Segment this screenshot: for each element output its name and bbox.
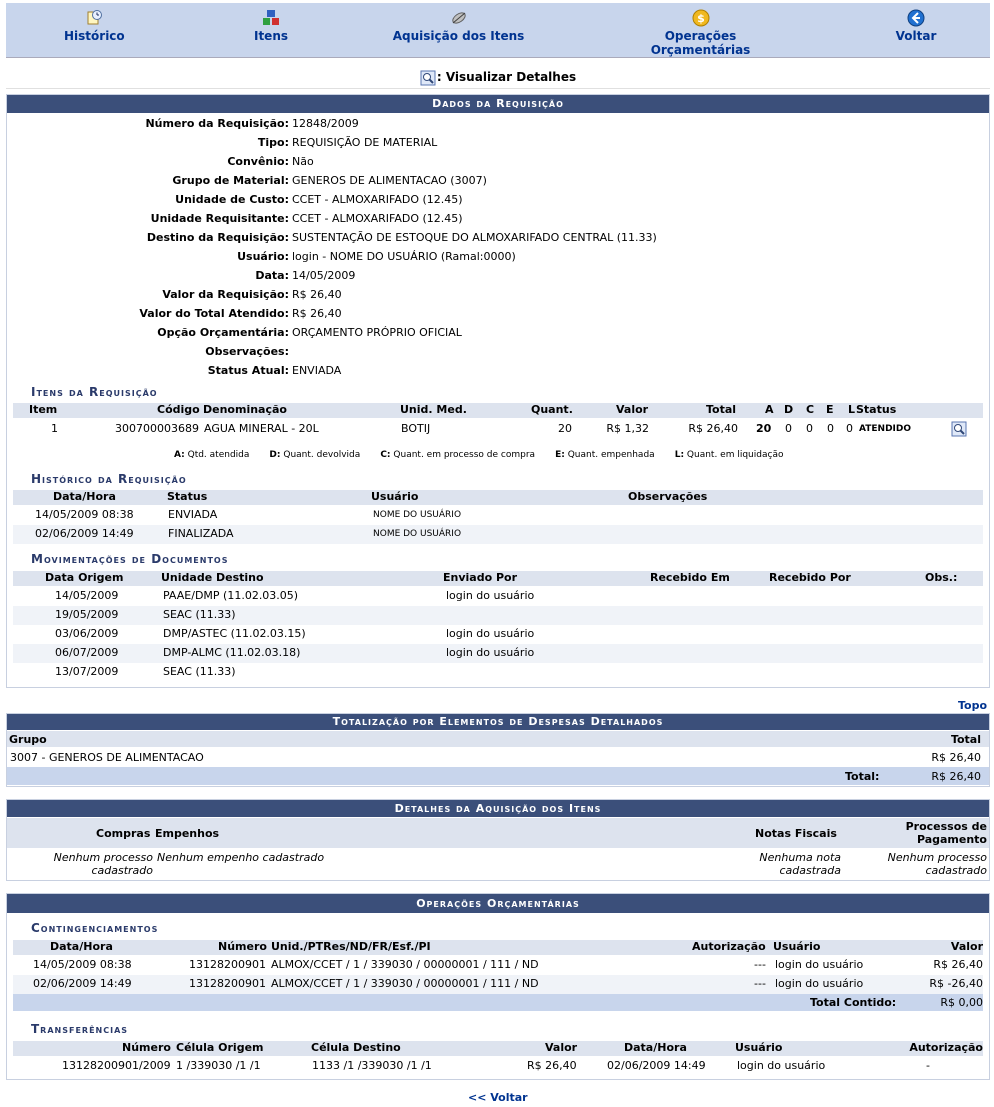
svg-text:$: $ bbox=[696, 12, 705, 25]
dados-caption: Dados da Requisição bbox=[7, 95, 989, 113]
dados-requisicao-panel bbox=[6, 94, 990, 688]
historico-title: Histórico da Requisição bbox=[31, 472, 187, 486]
field-label: Valor da Requisição: bbox=[162, 288, 289, 301]
field-value: REQUISIÇÃO DE MATERIAL bbox=[292, 136, 438, 149]
field-label: Usuário: bbox=[237, 250, 289, 263]
field-label: Tipo: bbox=[257, 136, 289, 149]
contingenciamentos-title: Contingenciamentos bbox=[31, 921, 159, 935]
voltar-link[interactable]: << Voltar bbox=[468, 1091, 528, 1104]
field-value: Não bbox=[292, 155, 314, 168]
field-label: Grupo de Material: bbox=[172, 174, 289, 187]
field-value: R$ 26,40 bbox=[292, 288, 342, 301]
magnifier-icon bbox=[420, 70, 436, 86]
aquisicao-header-row: Compras Empenhos Notas Fiscais Processos de Pagamento bbox=[7, 818, 989, 848]
field-value: ORÇAMENTO PRÓPRIO OFICIAL bbox=[292, 326, 462, 339]
acquisition-icon bbox=[450, 9, 468, 27]
contingenciamentos-total-row: Total Contido: R$ 0,00 bbox=[13, 994, 983, 1011]
field-label: Opção Orçamentária: bbox=[157, 326, 289, 339]
items-icon bbox=[262, 9, 280, 27]
field-label: Data: bbox=[255, 269, 289, 282]
field-value: 14/05/2009 bbox=[292, 269, 356, 282]
totalizacao-panel: Totalização por Elementos de Despesas Detalhados Grupo Total 3007 - GENEROS DE ALIMENTACAO R$ 26,40 Total: R$ 26,40 bbox=[6, 713, 990, 787]
table-row: 19/05/2009 SEAC (11.33) bbox=[13, 606, 983, 625]
table-row: 14/05/2009 PAAE/DMP (11.02.03.05) login do usuário bbox=[55, 589, 535, 602]
field-label: Status Atual: bbox=[207, 364, 289, 377]
operacoes-panel bbox=[6, 893, 990, 1080]
field-label: Valor do Total Atendido: bbox=[139, 307, 289, 320]
contingenciamentos-header-row: Data/Hora Número Unid./PTRes/ND/FR/Esf./PI Autorização Usuário Valor bbox=[13, 940, 983, 955]
table-row: 14/05/2009 08:38 13128200901 ALMOX/CCET / 1 / 339030 / 00000001 / 111 / ND --- login do usuário R$ 26,40 bbox=[33, 958, 983, 971]
field-label: Unidade Requisitante: bbox=[150, 212, 289, 225]
top-menu-bar bbox=[6, 3, 990, 58]
field-value: 12848/2009 bbox=[292, 117, 359, 130]
table-row: 02/06/2009 14:49 FINALIZADA NOME DO USUÁRIO bbox=[13, 525, 983, 544]
history-icon bbox=[85, 9, 103, 27]
operacoes-caption: Operações Orçamentárias bbox=[7, 894, 989, 913]
table-row: 13/07/2009 SEAC (11.33) bbox=[55, 665, 236, 678]
menu-itens[interactable]: Itens bbox=[246, 9, 296, 43]
movimentacoes-title: Movimentações de Documentos bbox=[31, 552, 229, 566]
itens-header-row: Item Código Denominação Unid. Med. Quant. Valor Total A D C E L Status bbox=[13, 403, 983, 418]
table-row: 03/06/2009 DMP/ASTEC (11.02.03.15) login do usuário bbox=[55, 627, 535, 640]
field-label: Destino da Requisição: bbox=[146, 231, 289, 244]
menu-aquisicao[interactable]: Aquisição dos Itens bbox=[391, 9, 526, 43]
topo-link[interactable]: Topo bbox=[958, 699, 988, 712]
menu-historico[interactable]: Histórico bbox=[64, 9, 124, 43]
aquisicao-panel: Detalhes da Aquisição dos Itens Compras Empenhos Notas Fiscais Processos de Pagamento Nenhum processo cadastrado Nenhum empenho cadastrado Nenhuma nota cadastrada Nenhum processo cadastrado bbox=[6, 799, 990, 881]
table-row: 13128200901/2009 1 /339030 /1 /1 1133 /1 /339030 /1 /1 R$ 26,40 02/06/2009 14:49 login do usuário - bbox=[62, 1059, 930, 1072]
historico-header-row: Data/Hora Status Usuário Observações bbox=[13, 490, 983, 505]
itens-legend: A: Qtd. atendida D: Quant. devolvida C: Quant. em processo de compra E: Quant. empenhada L: Quant. em liquidação bbox=[174, 450, 784, 460]
table-row: 06/07/2009 DMP-ALMC (11.02.03.18) login do usuário bbox=[13, 644, 983, 663]
field-label: Número da Requisição: bbox=[145, 117, 289, 130]
field-label: Convênio: bbox=[227, 155, 289, 168]
field-value: GENEROS DE ALIMENTACAO (3007) bbox=[292, 174, 487, 187]
movimentacoes-header-row: Data Origem Unidade Destino Enviado Por Recebido Em Recebido Por Obs.: bbox=[13, 571, 983, 586]
totalizacao-header-row: Grupo Total bbox=[7, 731, 989, 747]
menu-operacoes[interactable]: $ Operações Orçamentárias bbox=[613, 9, 788, 57]
itens-title: Itens da Requisição bbox=[31, 385, 158, 399]
table-row: 14/05/2009 08:38 ENVIADA NOME DO USUÁRIO bbox=[35, 508, 462, 521]
table-row: 1 300700003689 AGUA MINERAL - 20L BOTIJ 20 R$ 1,32 R$ 26,40 20 0 0 0 0 ATENDIDO bbox=[13, 419, 983, 443]
back-arrow-icon bbox=[907, 9, 925, 27]
view-item-magnifier-icon[interactable] bbox=[951, 421, 967, 437]
field-value: CCET - ALMOXARIFADO (12.45) bbox=[292, 193, 463, 206]
menu-voltar[interactable]: Voltar bbox=[891, 9, 941, 43]
transferencias-header-row: Número Célula Origem Célula Destino Valor Data/Hora Usuário Autorização bbox=[13, 1041, 983, 1056]
totalizacao-total-row: Total: R$ 26,40 bbox=[7, 767, 989, 785]
table-row: 02/06/2009 14:49 13128200901 ALMOX/CCET / 1 / 339030 / 00000001 / 111 / ND --- login do usuário R$ -26,40 bbox=[13, 975, 983, 994]
field-value: SUSTENTAÇÃO DE ESTOQUE DO ALMOXARIFADO CENTRAL (11.33) bbox=[292, 231, 657, 244]
aquisicao-caption: Detalhes da Aquisição dos Itens bbox=[7, 800, 989, 817]
status-badge: ATENDIDO bbox=[859, 424, 912, 434]
view-details-legend: : Visualizar Detalhes bbox=[6, 62, 990, 89]
field-value: login - NOME DO USUÁRIO (Ramal:0000) bbox=[292, 250, 516, 263]
field-label: Unidade de Custo: bbox=[175, 193, 289, 206]
field-value: CCET - ALMOXARIFADO (12.45) bbox=[292, 212, 463, 225]
totalizacao-caption: Totalização por Elementos de Despesas Detalhados bbox=[7, 714, 989, 730]
field-value: R$ 26,40 bbox=[292, 307, 342, 320]
field-value: ENVIADA bbox=[292, 364, 342, 377]
transferencias-title: Transferências bbox=[31, 1022, 129, 1036]
coin-icon bbox=[692, 9, 710, 27]
field-label: Observações: bbox=[205, 345, 289, 358]
